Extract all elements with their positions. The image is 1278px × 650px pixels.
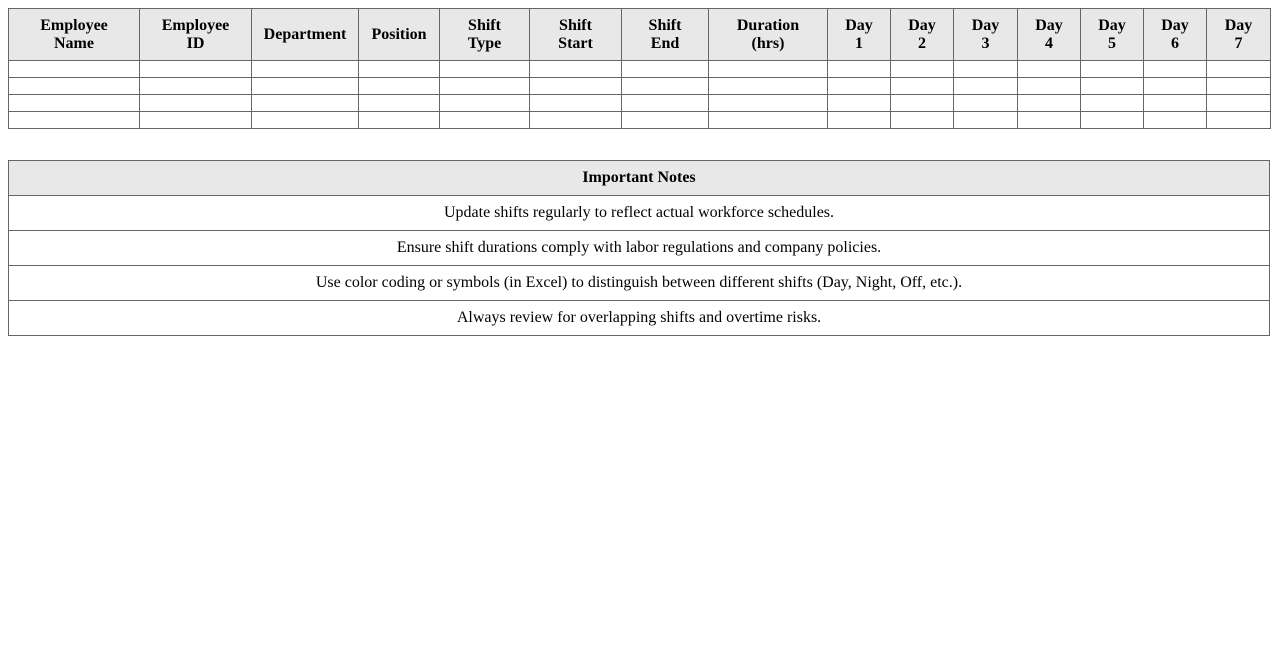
column-header-text: Employee <box>40 16 108 34</box>
table-cell[interactable] <box>1207 61 1271 78</box>
note-item: Use color coding or symbols (in Excel) to distinguish between different shifts (Day, Night, Off, etc.). <box>9 266 1270 301</box>
table-cell[interactable] <box>140 112 252 129</box>
table-cell[interactable] <box>440 61 530 78</box>
note-item: Update shifts regularly to reflect actual workforce schedules. <box>9 196 1270 231</box>
table-cell[interactable] <box>709 95 828 112</box>
table-cell[interactable] <box>891 95 954 112</box>
table-cell[interactable] <box>530 95 622 112</box>
column-header-text: 2 <box>918 34 926 52</box>
table-cell[interactable] <box>622 78 709 95</box>
table-cell[interactable] <box>1081 61 1144 78</box>
table-cell[interactable] <box>891 61 954 78</box>
notes-title: Important Notes <box>9 161 1270 196</box>
table-row <box>9 95 1271 112</box>
column-header <box>440 9 530 61</box>
table-cell[interactable] <box>359 78 440 95</box>
column-header <box>1081 9 1144 61</box>
table-cell[interactable] <box>828 95 891 112</box>
column-header-text: Start <box>558 34 593 52</box>
column-header <box>891 9 954 61</box>
column-header-text: 1 <box>855 34 863 52</box>
column-header <box>1144 9 1207 61</box>
table-cell[interactable] <box>954 78 1018 95</box>
table-cell[interactable] <box>1207 78 1271 95</box>
table-row <box>9 61 1271 78</box>
table-cell[interactable] <box>1144 78 1207 95</box>
table-cell[interactable] <box>828 78 891 95</box>
table-cell[interactable] <box>1018 112 1081 129</box>
column-header-text: 3 <box>981 34 990 52</box>
column-header-text: Type <box>467 34 502 52</box>
table-cell[interactable] <box>1081 112 1144 129</box>
column-header <box>530 9 622 61</box>
column-header-text: Day <box>971 16 1000 34</box>
table-cell[interactable] <box>9 95 140 112</box>
table-cell[interactable] <box>1018 61 1081 78</box>
table-cell[interactable] <box>359 112 440 129</box>
column-header <box>1207 9 1271 61</box>
table-cell[interactable] <box>252 95 359 112</box>
table-cell[interactable] <box>1207 95 1271 112</box>
table-cell[interactable] <box>359 61 440 78</box>
column-header-text: Duration <box>736 16 800 34</box>
table-cell[interactable] <box>530 61 622 78</box>
table-cell[interactable] <box>1207 112 1271 129</box>
column-header <box>140 9 252 61</box>
table-cell[interactable] <box>954 95 1018 112</box>
column-header-text: Shift <box>468 16 501 34</box>
column-header <box>828 9 891 61</box>
column-header-text: End <box>650 34 680 52</box>
column-header-text: Day <box>1035 16 1063 34</box>
table-cell[interactable] <box>140 78 252 95</box>
note-item: Always review for overlapping shifts and overtime risks. <box>9 301 1270 336</box>
table-cell[interactable] <box>440 112 530 129</box>
important-notes-table <box>8 160 1270 336</box>
table-cell[interactable] <box>709 78 828 95</box>
table-cell[interactable] <box>252 112 359 129</box>
column-header-text: 6 <box>1171 34 1179 52</box>
table-cell[interactable] <box>1018 78 1081 95</box>
table-cell[interactable] <box>359 95 440 112</box>
table-cell[interactable] <box>1144 95 1207 112</box>
table-cell[interactable] <box>622 61 709 78</box>
column-header-text: Day <box>1224 16 1253 34</box>
table-cell[interactable] <box>891 78 954 95</box>
column-header-text: ID <box>186 34 205 52</box>
column-header-text: Day <box>1098 16 1126 34</box>
table-cell[interactable] <box>1144 112 1207 129</box>
column-header-text: (hrs) <box>751 34 785 52</box>
shift-schedule-table <box>8 8 1271 129</box>
column-header-text: Employee <box>161 16 230 34</box>
table-cell[interactable] <box>140 61 252 78</box>
note-item: Ensure shift durations comply with labor regulations and company policies. <box>9 231 1270 266</box>
table-cell[interactable] <box>440 95 530 112</box>
table-row <box>9 78 1271 95</box>
column-header-text: 7 <box>1234 34 1243 52</box>
table-cell[interactable] <box>252 78 359 95</box>
table-cell[interactable] <box>828 112 891 129</box>
table-cell[interactable] <box>828 61 891 78</box>
column-header <box>9 9 140 61</box>
column-header <box>954 9 1018 61</box>
column-header <box>359 9 440 61</box>
table-cell[interactable] <box>1144 61 1207 78</box>
table-cell[interactable] <box>1018 95 1081 112</box>
table-cell[interactable] <box>622 95 709 112</box>
table-cell[interactable] <box>891 112 954 129</box>
column-header-text: 5 <box>1108 34 1116 52</box>
table-cell[interactable] <box>140 95 252 112</box>
table-cell[interactable] <box>530 112 622 129</box>
table-cell[interactable] <box>1081 78 1144 95</box>
column-header-text: 4 <box>1045 34 1053 52</box>
column-header-text: Day <box>845 16 873 34</box>
table-cell[interactable] <box>1081 95 1144 112</box>
column-header <box>252 9 359 61</box>
header-row <box>9 9 1271 61</box>
column-header <box>709 9 828 61</box>
table-row <box>9 112 1271 129</box>
table-cell[interactable] <box>709 61 828 78</box>
column-header-text: Day <box>908 16 936 34</box>
column-header <box>622 9 709 61</box>
column-header <box>1018 9 1081 61</box>
column-header-text: Shift <box>559 16 592 34</box>
table-cell[interactable] <box>9 78 140 95</box>
table-cell[interactable] <box>9 61 140 78</box>
column-header-text: Position <box>371 25 427 43</box>
table-cell[interactable] <box>709 112 828 129</box>
table-cell[interactable] <box>440 78 530 95</box>
table-cell[interactable] <box>530 78 622 95</box>
table-cell[interactable] <box>954 112 1018 129</box>
table-cell[interactable] <box>252 61 359 78</box>
column-header-text: Day <box>1161 16 1189 34</box>
table-cell[interactable] <box>954 61 1018 78</box>
column-header-text: Name <box>54 34 94 52</box>
table-cell[interactable] <box>622 112 709 129</box>
column-header-text: Department <box>263 25 347 43</box>
table-cell[interactable] <box>9 112 140 129</box>
column-header-text: Shift <box>648 16 682 34</box>
